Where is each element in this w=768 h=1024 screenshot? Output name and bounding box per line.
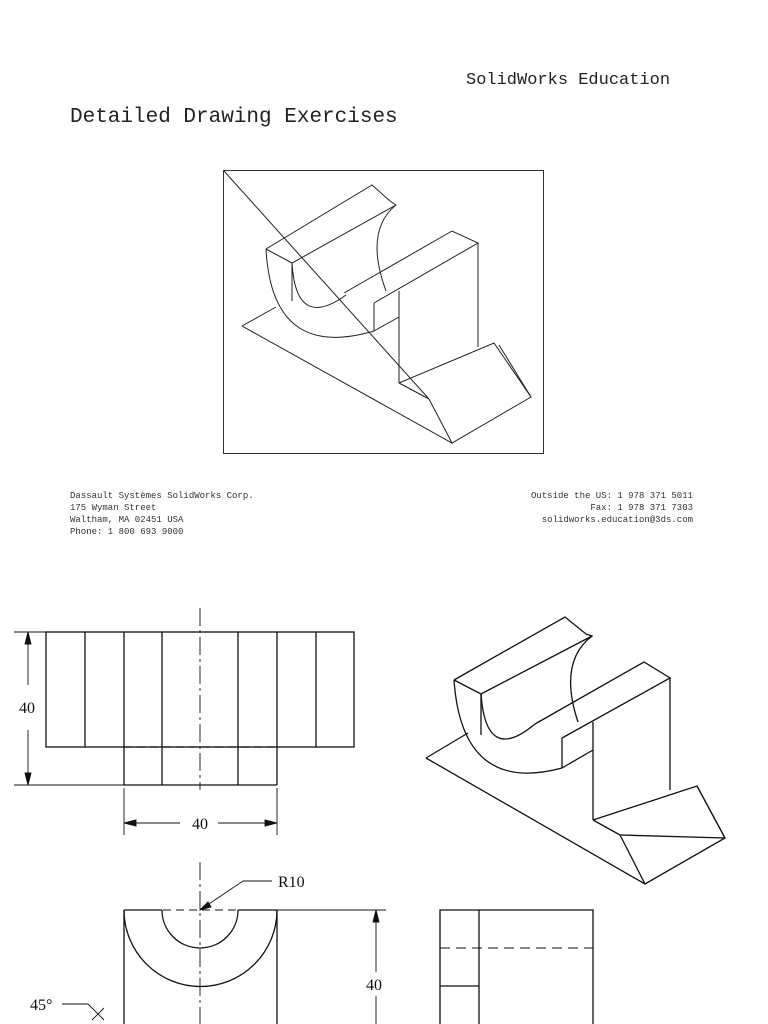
isometric-view-right — [426, 617, 725, 884]
contact-block-right — [531, 490, 693, 526]
angle-dim: 45° — [30, 997, 53, 1014]
contact-block-left — [70, 490, 254, 538]
street-address: 175 Wyman Street — [70, 503, 157, 513]
brand-label: SolidWorks Education — [466, 71, 671, 90]
radius-dim: R10 — [278, 874, 305, 891]
page-title: Detailed Drawing Exercises — [70, 106, 398, 129]
fax-number: Fax: 1 978 371 7303 — [590, 503, 693, 513]
city-address: Waltham, MA 02451 USA — [70, 515, 184, 525]
orthographic-drawing — [0, 590, 768, 1024]
intl-phone: Outside the US: 1 978 371 5011 — [530, 491, 693, 501]
front-height-dim: 40 — [19, 700, 35, 717]
front-width-dim: 40 — [192, 816, 208, 833]
company-name: Dassault Systèmes SolidWorks Corp. — [70, 491, 254, 501]
isometric-preview-drawing — [224, 171, 545, 455]
side-height-dim: 40 — [366, 977, 382, 994]
isometric-preview-frame — [223, 170, 544, 454]
email-address: solidworks.education@3ds.com — [541, 515, 693, 525]
phone-number: Phone: 1 800 693 9000 — [70, 527, 184, 537]
